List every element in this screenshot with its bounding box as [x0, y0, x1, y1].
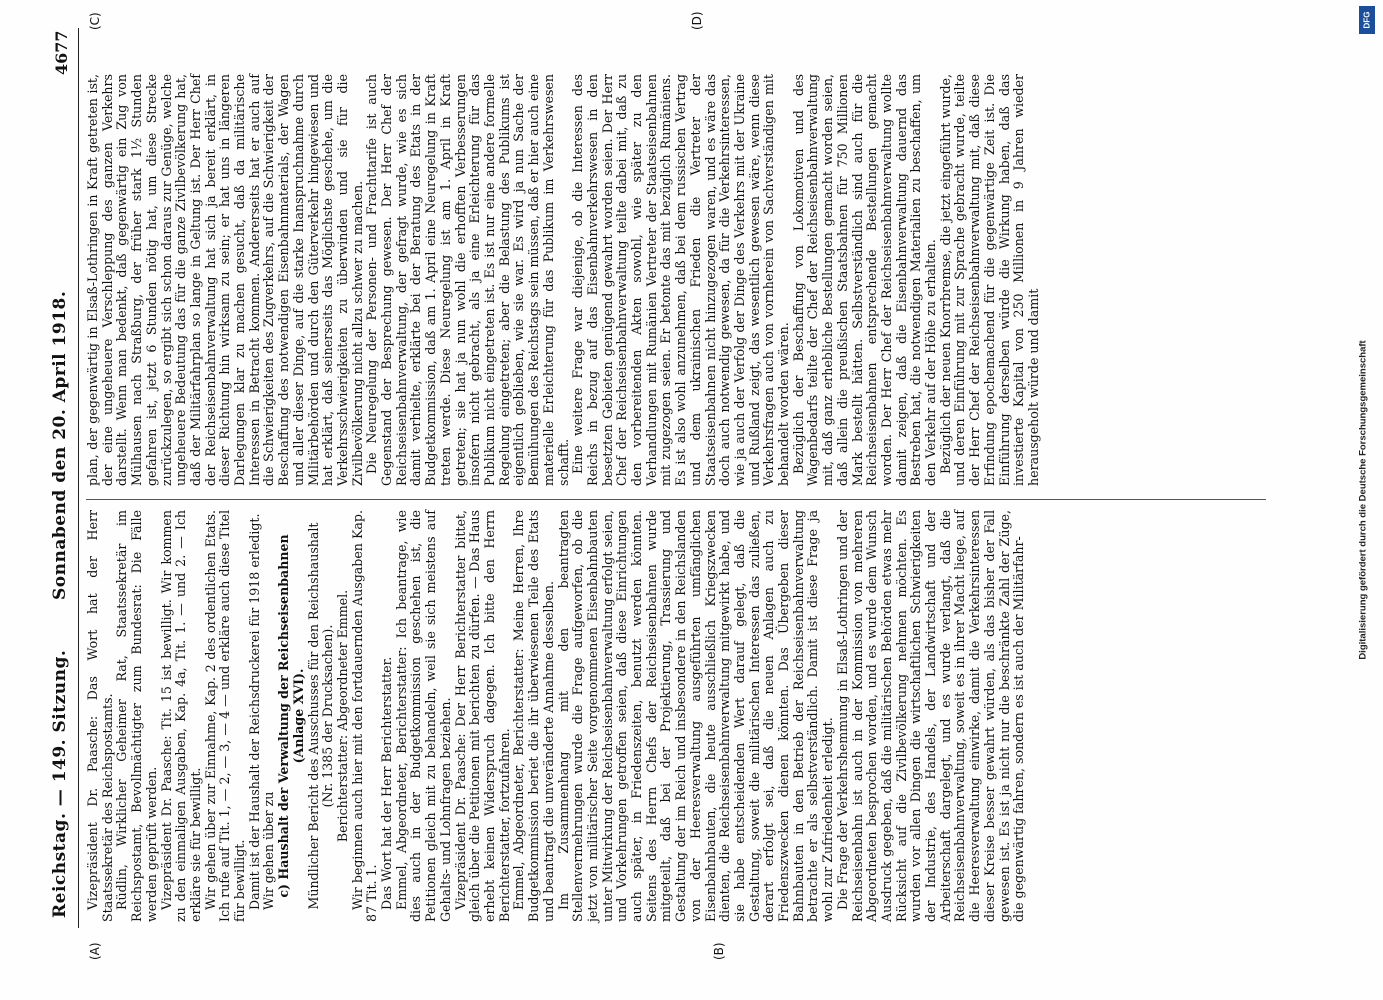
paragraph: Emmel, Abgeordneter, Berichterstatter: Ich beantrage, wie dies auch in der Budgetkommission geschehen ist, die Petitionen gleich mit zu behandeln, weil sie sich meistens auf Gehalts- und Lohnfragen beziehen.: [393, 510, 453, 922]
digitization-note: [1349, 0, 1379, 1000]
header-session-title: Reichstag. — 149. Sitzung.: [50, 649, 70, 918]
header-rule: [78, 28, 79, 928]
paragraph: Bezüglich der Beschaffung von Lokomotiven und des Wagenbedarfs teilte der Chef der Reichseisenbahnverwaltung mit, daß ganz erhebliche Bestellungen gemacht worden seien, daß allein die preußischen Staatsbahnen für 750 Millionen Mark bestellt hätten. Selbstverständlich sind auch für die Reichseisenbahnen entsprechende Bestellungen gemacht worden. Der Herr Chef der Reichseisenbahnverwaltung wollte damit zeigen, daß die Eisenbahnverwaltung dauernd das Bestreben hat, die notwendigen Materialien zu beschaffen, um den Verkehr auf der Höhe zu erhalten.: [790, 74, 939, 486]
paragraph: Die Frage der Verkehrshemmung in Elsaß-Lothringen und der Reichseisenbahn ist auch in der Kommission von mehreren Abgeordneten besprochen worden, und es wurde dem Wunsch Ausdruck gegeben, daß die militärischen Behörden etwas mehr Rücksicht auf die Zivilbevölkerung nehmen möchten. Es wurden vor allen Dingen die wirtschaftlichen Schwierigkeiten der Industrie, des Handels, der Landwirtschaft und der Arbeiterschaft dargelegt, und es wurde verlangt, daß die Reichseisenbahnverwaltung, soweit es in ihrer Macht liege, auf die Heeresverwaltung einwirke, damit die Verkehrsinteressen dieser Kreise besser gewahrt würden, als das bisher der Fall gewesen ist. Es ist ja nicht nur die beschränkte Zahl der Züge, die gegenwärtig fahren, sondern es ist auch der Militärfahr-: [834, 510, 1027, 922]
paragraph: Wir gehen über zu: [261, 791, 277, 910]
paragraph: Das Wort hat der Herr Berichterstatter.: [379, 656, 395, 910]
margin-marker-d: (D): [690, 11, 704, 30]
header-date: Sonnabend den 20. April 1918.: [50, 290, 70, 600]
paragraph: Die Neuregelung der Personen- und Frachttarife ist auch Gegenstand der Besprechung gewesen. Der Herr Chef der Reichseisenbahnverwaltung, der gefragt wurde, wie es sich damit verhielte, erklärte bei der Beratung des Etats in der Budgetkommission, daß am 1. April eine Neuregelung in Kraft treten werde. Diese Neuregelung ist am 1. April in Kraft getreten; sie hat ja nun wohl die erhofften Verbesserungen insofern nicht gebracht, als ja eine Erleichterung für das Publikum nicht eingetreten ist. Es ist nur eine andere formelle Regelung eingetreten; aber die Belastung des Publikums ist eigentlich geblieben, wie sie war. Es wird ja nun Sache der Bemühungen des Reichstags sein müssen, daß er hier auch eine materielle Erleichterung für das Publikum im Verkehrswesen schafft.: [364, 74, 571, 486]
paragraph: Wir gehen über zur Einnahme, Kap. 2 des ordentlichen Etats. Ich rufe auf Tit. 1, — 2, — 3, — 4 — und erkläre auch diese Titel für bewilligt.: [202, 510, 248, 922]
column-divider: [86, 499, 1266, 500]
paragraph: Eine weitere Frage war diejenige, ob die Interessen des Reichs in bezug auf das Eisenbahnverkehrswesen in den besetzten Gebieten genügend gewahrt worden seien. Der Herr Chef der Reichseisenbahnverwaltung teilte dabei mit, daß zu den vorbereitenden Akten sowohl, wie später zu den Verhandlungen mit Rumänien Vertreter der Staatseisenbahnen mit zugezogen seien. Er betonte das mit bezüglich Rumäniens. Es ist also wohl anzunehmen, daß bei dem russischen Vertrag und dem ukrainischen Frieden die Vertreter der Staatseisenbahnen nicht hinzugezogen waren, und es wäre das doch auch notwendig gewesen, da für die Verkehrsinteressen, wie ja auch der Verfolg der Dinge des Verkehrs mit der Ukraine und Rußland zeigt, das wesentlich gewesen wäre, wenn diese Verkehrsfragen auch von vornherein von Sachverständigen mit behandelt worden wären.: [570, 74, 792, 486]
paragraph: plan, der gegenwärtig in Elsaß-Lothringen in Kraft getreten ist, der eine ungeheuere Verschleppung des ganzen Verkehrs darstellt. Wenn man bedenkt, daß gegenwärtig ein Zug von Mülhausen nach Straßburg, der früher stark 1½ Stunden gefahren ist, jetzt 6 Stunden nötig hat, um diese Strecke zurückzulegen, so ergibt sich schon daraus zur Genüge, welche ungeheuere Bedeutung das für die ganze Zivilbevölkerung hat, daß der Militärfahrplan so lange in Geltung ist. Der Herr Chef der Reichseisenbahnverwaltung hat sich ja bereit erklärt, in dieser Richtung hin wirksam zu sein; er hat uns in längeren Darlegungen klar zu machen gesucht, daß da militärische Interessen in Betracht kommen. Andererseits hat er auch auf die Schwierigkeiten des Zugverkehrs, auf die Schwierigkeit der Beschaffung des notwendigen Eisenbahnmaterials, der Wagen und aller dieser Dinge, auf die starke Inanspruchnahme durch Militärbehörden und durch den Güterverkehr hingewiesen und hat erklärt, daß seinerseits das Möglichste geschehe, um die Verkehrsschwierigkeiten zu überwinden und sie für die Zivilbevölkerung nicht allzu schwer zu machen.: [85, 74, 365, 486]
paragraph: Vizepräsident Dr. Paasche: Das Wort hat der Herr Staatssekretär des Reichspostamts.: [85, 510, 115, 922]
right-column: [86, 74, 1042, 486]
margin-marker-b: (B): [712, 942, 726, 960]
paragraph: Bezüglich der neuen Knorrbremse, die jetzt eingeführt wurde, und deren Einführung mit zur Sprache gebracht wurde, teilte der Herr Chef der Reichseisenbahnverwaltung mit, daß diese Erfindung epochemachend für die gegenwärtige Zeit ist. Die Einführung derselben würde die Wirkung haben, daß das investierte Kapital von 250 Millionen in 9 Jahren wieder herausgeholt würde und damit: [937, 74, 1041, 486]
dfg-logo: [1359, 6, 1375, 34]
paragraph: Rüdlin, Wirklicher Geheimer Rat, Staatssekretär im Reichspostamt, Bevollmächtigter zum Bundesrat: Die Fälle werden geprüft werden.: [114, 510, 159, 922]
paragraph: Berichterstatter: Abgeordneter Emmel.: [334, 589, 350, 843]
paragraph: Wir beginnen auch hier mit den fortdauernden Ausgaben Kap. 87 Tit. 1.: [349, 510, 380, 922]
left-column: [86, 510, 1027, 922]
digitization-note-text: Digitalisierung gefördert durch die Deutsche Forschungsgemeinschaft: [1357, 340, 1369, 660]
paragraph: Im Zusammenhang mit den beantragten Stellenvermehrungen wurde die Frage aufgeworfen, ob die jetzt von militärischer Seite vorgenommenen Eisenbahnbauten unter Mitwirkung der Reichseisenbahnverwaltung erfolgt seien, und Vorkehrungen getroffen seien, daß diese Einrichtungen auch später, in Friedenszeiten, benutzt werden könnten. Seitens des Herrn Chefs der Reichseisenbahnen wurde mitgeteilt, daß bei der Projektierung, Trassierung und Gestaltung der im Reich und insbesondere in den Reichslanden von der Heeresverwaltung ausgeführten umfänglichen Eisenbahnbauten, die heute ausschließlich Kriegszwecken dienten, die Reichseisenbahnverwaltung mitgewirkt habe, und sie habe entscheidenden Wert darauf gelegt, daß die Gestaltung, soweit die militärischen Interessen das zuließen, derart erfolgt sei, daß die neuen Anlagen auch zu Friedenszwecken dienen könnten. Das Übergeben dieser Bahnbauten in den Betrieb der Reichseisenbahnverwaltung betrachte er als selbstverständlich. Damit ist diese Frage ja wohl zur Zufriedenheit erledigt.: [555, 510, 836, 922]
paragraph: Emmel, Abgeordneter, Berichterstatter: Meine Herren, Ihre Budgetkommission beriet die ihr überwiesenen Teile des Etats und beantragt die unveränderte Annahme desselben.: [511, 510, 556, 922]
paragraph: Damit ist der Haushalt der Reichsdruckerei für 1918 erledigt.: [246, 513, 262, 910]
paragraph: Mündlicher Bericht des Ausschusses für den Reichshaushalt (Nr. 1385 der Drucksachen).: [305, 522, 336, 910]
margin-marker-a: (A): [88, 942, 102, 960]
section-heading: c) Haushalt der Verwaltung der Reichseisenbahnen (Anlage XVI).: [276, 534, 306, 898]
paragraph: Vizepräsident Dr. Paasche: Der Herr Berichterstatter bittet, gleich über die Petitionen mit berichten zu dürfen. — Das Haus erhebt keinen Widerspruch dagegen. Ich bitte den Herrn Berichterstatter, fortzufahren.: [452, 510, 512, 922]
margin-marker-c: (C): [88, 12, 102, 30]
page-header: [0, 0, 90, 1000]
paragraph: Vizepräsident Dr. Paasche: Tit. 15 ist bewilligt. Wir kommen zu den einmaligen Ausgaben, Kap. 4a, Tit. 1. — und 2. — Ich erkläre sie für bewilligt.: [158, 510, 203, 922]
page-number: 4677: [52, 30, 71, 75]
dfg-logo-text: DFG: [1362, 11, 1372, 29]
